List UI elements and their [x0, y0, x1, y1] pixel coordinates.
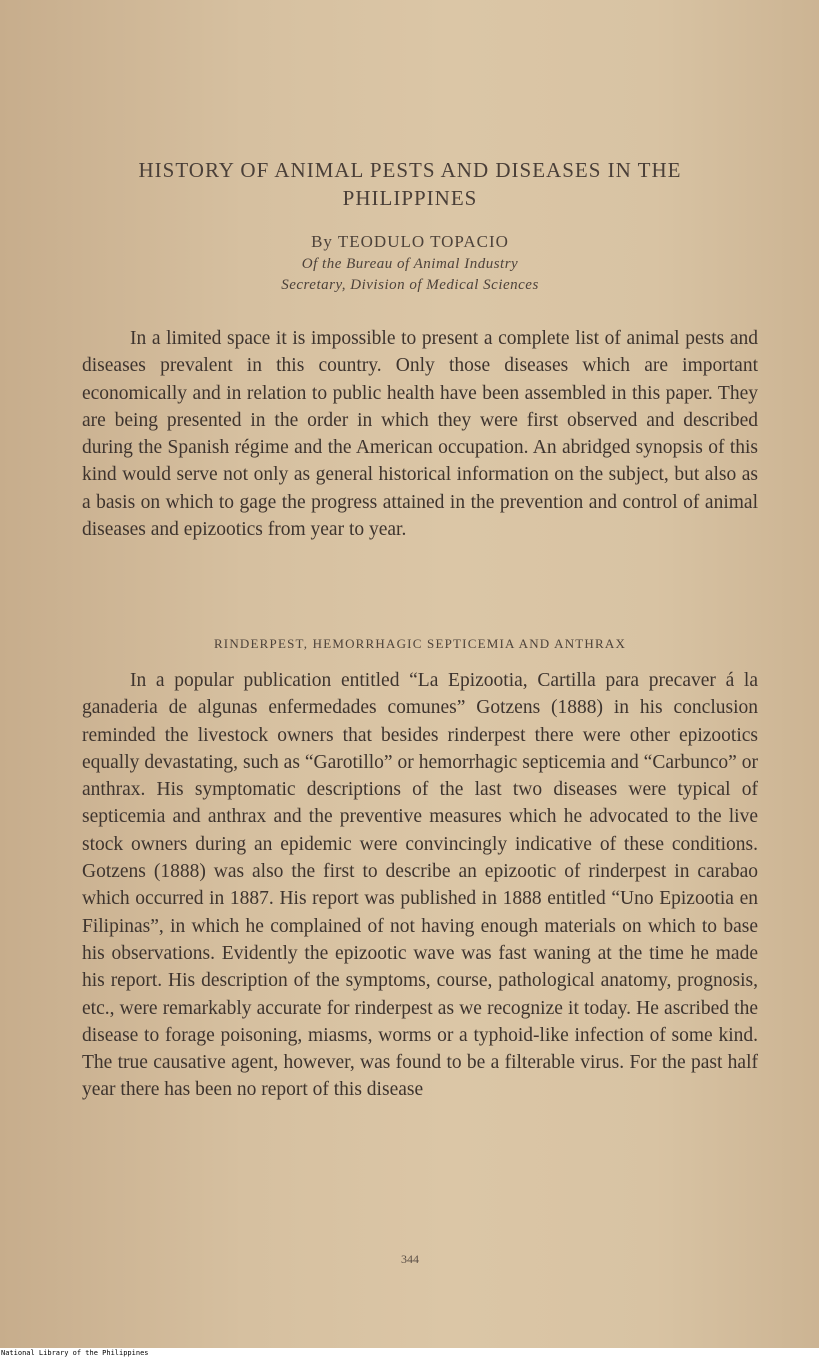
library-footer: National Library of the Philippines — [0, 1348, 819, 1358]
intro-paragraph: In a limited space it is impossible to present a complete list of animal pests and diseases prevalent in this country. Only those diseases which are important economically and in relation to public health have been assembled in this paper. They are being presented in the order in which they were first observed and described during the Spanish régime and the American occupation. An abridged synopsis of this kind would serve not only as general historical information on the subject, but also as a basis on which to gage the progress attained in the prevention and control of animal diseases and epizootics from year to year. — [82, 328, 758, 541]
byline — [100, 230, 720, 296]
rinderpest-paragraph: In a popular publication entitled “La Epizootia, Cartilla para precaver á la ganaderia de algunas enfermedades comunes” Gotzens (1888) in his conclusion reminded the livestock owners that besides rinderpest there were other epizootics equally devastating, such as “Garotillo” or hemorrhagic septicemia and “Carbunco” or anthrax. His symptomatic descriptions of the last two diseases were typical of septicemia and anthrax and the preventive measures which he advocated to the live stock owners during an epidemic were convincingly indicative of these conditions. Gotzens (1888) was also the first to describe an epizootic of rinderpest in carabao which occurred in 1887. His report was published in 1888 entitled “Uno Epizootia en Filipinas”, in which he complained of not having enough materials on which to base his observations. Evidently the epizootic wave was fast waning at the time he made his report. His description of the symptoms, course, pathological anatomy, prognosis, etc., were remarkably accurate for rinderpest as we recognize it today. He ascribed the disease to forage poisoning, miasms, worms or a typhoid-like infection of some kind. The true causative agent, however, was found to be a filterable virus. For the past half year there has been no report of this disease — [82, 670, 758, 1101]
author-position: Secretary, Division of Medical Sciences — [281, 277, 539, 293]
page-number: 344 — [401, 1252, 419, 1266]
article-title: HISTORY OF ANIMAL PESTS AND DISEASES IN THE PHILIPPINES — [138, 158, 682, 210]
author-affiliation: Of the Bureau of Animal Industry — [301, 256, 519, 272]
section-heading: RINDERPEST, HEMORRHAGIC SEPTICEMIA AND ANTHRAX — [213, 636, 627, 651]
author-name: By TEODULO TOPACIO — [311, 232, 509, 251]
